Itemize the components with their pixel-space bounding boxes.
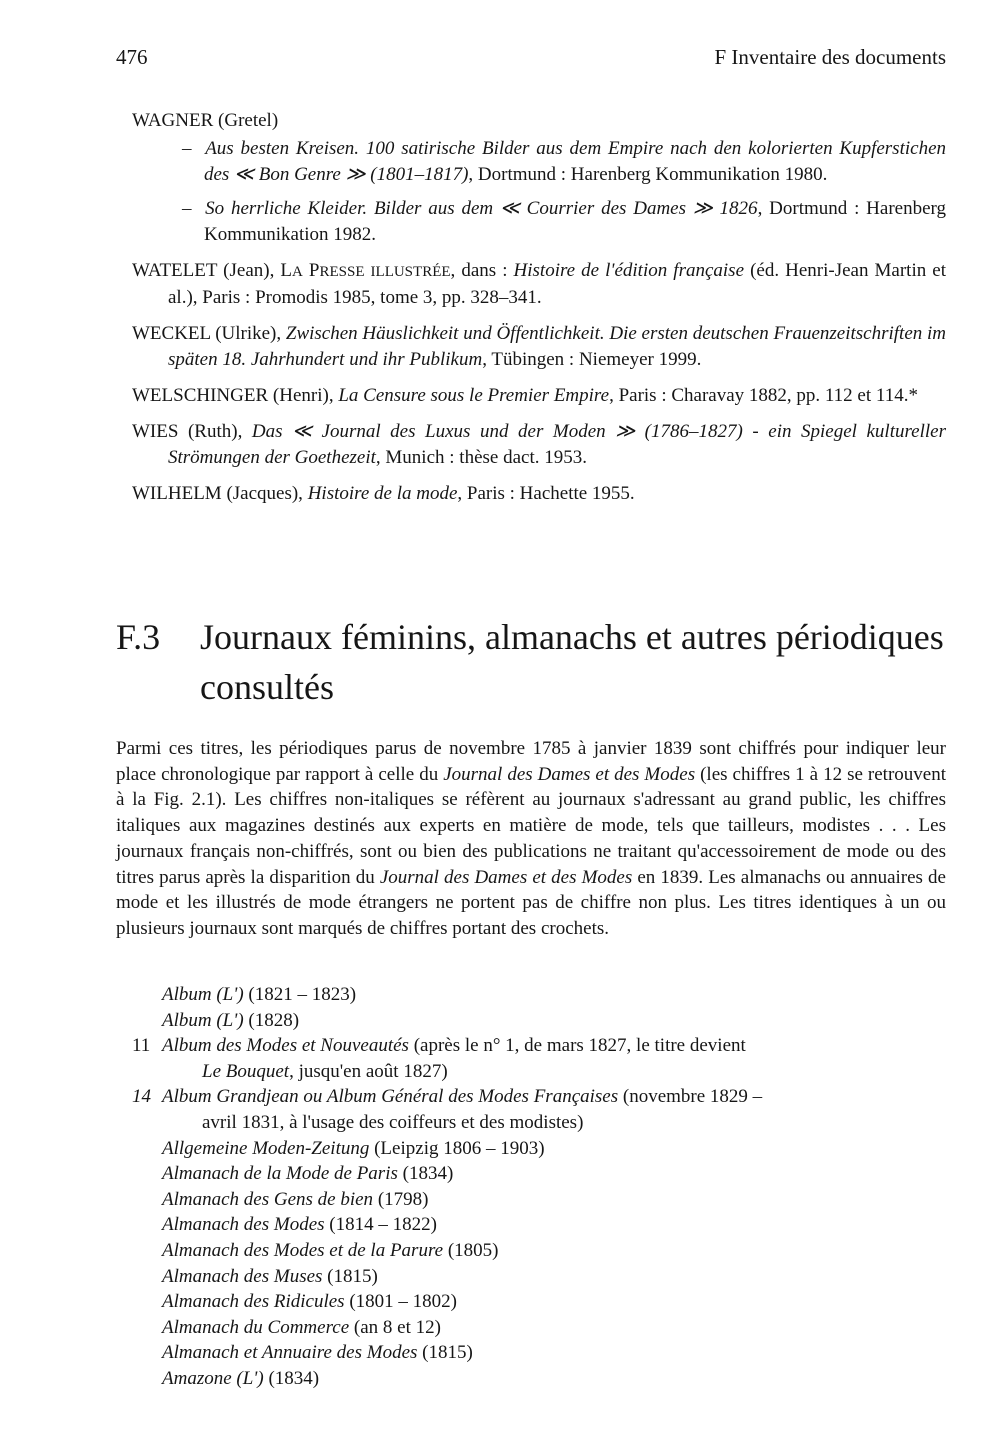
bib-entry-watelet: WATELET (Jean), LA PRESSE ILLUSTRÉE, dans : Histoire de l'édition française (éd. Henri-Jean Martin et al.), Paris : Promodis 1985, tome 3, pp. 328–341. xyxy=(132,260,946,308)
bib-entry-wagner: WAGNER (Gretel) – Aus besten Kreisen. 100 satirische Bilder aus dem Empire nach den kolorierten Kupferstichen des ≪ Bon Genre ≫ (1801–1817), Dortmund : Harenberg Kommunikation 1980. – So herrliche Kleider. Bilder aus dem ≪ Courrier des Dames ≫ 1826, Dortmund : Harenberg Kommunikation 1982. xyxy=(132,108,946,248)
list-item: Almanach des Ridicules (1801 – 1802) xyxy=(162,1291,457,1313)
section-number: F.3 xyxy=(116,617,161,657)
list-item: Allgemeine Moden-Zeitung (Leipzig 1806 – 1903) xyxy=(162,1137,545,1159)
bib-entry-wies: WIES (Ruth), Das ≪ Journal des Luxus und der Moden ≫ (1786–1827) - ein Spiegel kultureller Strömungen der Goethezeit, Munich : thèse dact. 1953. xyxy=(132,421,946,468)
list-item: Album (L') (1821 – 1823) xyxy=(162,984,357,1005)
section-heading xyxy=(116,612,946,712)
list-item: Almanach des Muses (1815) xyxy=(162,1265,378,1287)
list-item: 11 Album des Modes et Nouveautés (après le n° 1, de mars 1827, le titre devient Le Bouquet, jusqu'en août 1827) xyxy=(132,1035,746,1082)
list-item: Album (L') (1828) xyxy=(162,1009,300,1031)
intro-paragraph: Parmi ces titres, les périodiques parus de novembre 1785 à janvier 1839 sont chiffrés pour indiquer leur place chronologique par rapport à celle du Journal des Dames et des Modes (les chiffres 1 à 12 se retrouvent à la Fig. 2.1). Les chiffres non-italiques se réfèrent au journaux s'adressant au grand public, les chiffres italiques aux magazines destinés aux experts en matière de mode, tels que tailleurs, modistes . . . Les journaux français non-chiffrés, sont ou bien des publications ne traitant qu'accessoirement de mode ou des titres parus après la disparition du Journal des Dames et des Modes en 1839. Les almanachs ou annuaires de mode et les illustrés de mode étrangers ne portent pas de chiffre non plus. Les titres identiques à un ou plusieurs journaux sont marqués de chiffres portant des crochets. xyxy=(116,738,947,939)
page-number: 476 xyxy=(116,45,148,69)
periodicals-list xyxy=(116,982,946,1392)
list-item: Almanach de la Mode de Paris (1834) xyxy=(162,1163,454,1185)
bib-entry-welschinger: WELSCHINGER (Henri), La Censure sous le Premier Empire, Paris : Charavay 1882, pp. 112 et 114.* xyxy=(132,385,918,406)
bibliography xyxy=(132,108,946,517)
list-item: Almanach et Annuaire des Modes (1815) xyxy=(162,1342,473,1364)
list-item: Amazone (L') (1834) xyxy=(162,1367,320,1389)
list-item: Almanach des Modes et de la Parure (1805) xyxy=(162,1239,499,1261)
section-title: Journaux féminins, almanachs et autres périodiques consultés xyxy=(200,617,944,707)
bib-entry-weckel: WECKEL (Ulrike), Zwischen Häuslichkeit und Öffentlichkeit. Die ersten deutschen Frauenzeitschriften im späten 18. Jahrhundert und ihr Publikum, Tübingen : Niemeyer 1999. xyxy=(132,323,947,370)
list-item: 14 Album Grandjean ou Album Général des Modes Françaises (novembre 1829 – avril 1831, à l'usage des coiffeurs et des modistes) xyxy=(132,1086,763,1133)
running-title: F Inventaire des documents xyxy=(714,45,946,69)
list-item: Almanach des Gens de bien (1798) xyxy=(162,1188,429,1210)
list-item: Almanach des Modes (1814 – 1822) xyxy=(162,1214,437,1236)
bib-subentry: – So herrliche Kleider. Bilder aus dem ≪ Courrier des Dames ≫ 1826, Dortmund : Harenberg Kommunikation 1982. xyxy=(182,198,947,245)
page-header xyxy=(116,42,946,72)
bib-subentry: – Aus besten Kreisen. 100 satirische Bilder aus dem Empire nach den kolorierten Kupferstichen des ≪ Bon Genre ≫ (1801–1817), Dortmund : Harenberg Kommunikation 1980. xyxy=(182,138,947,185)
list-item: Almanach du Commerce (an 8 et 12) xyxy=(162,1316,441,1338)
bib-entry-wilhelm: WILHELM (Jacques), Histoire de la mode, Paris : Hachette 1955. xyxy=(132,483,635,504)
